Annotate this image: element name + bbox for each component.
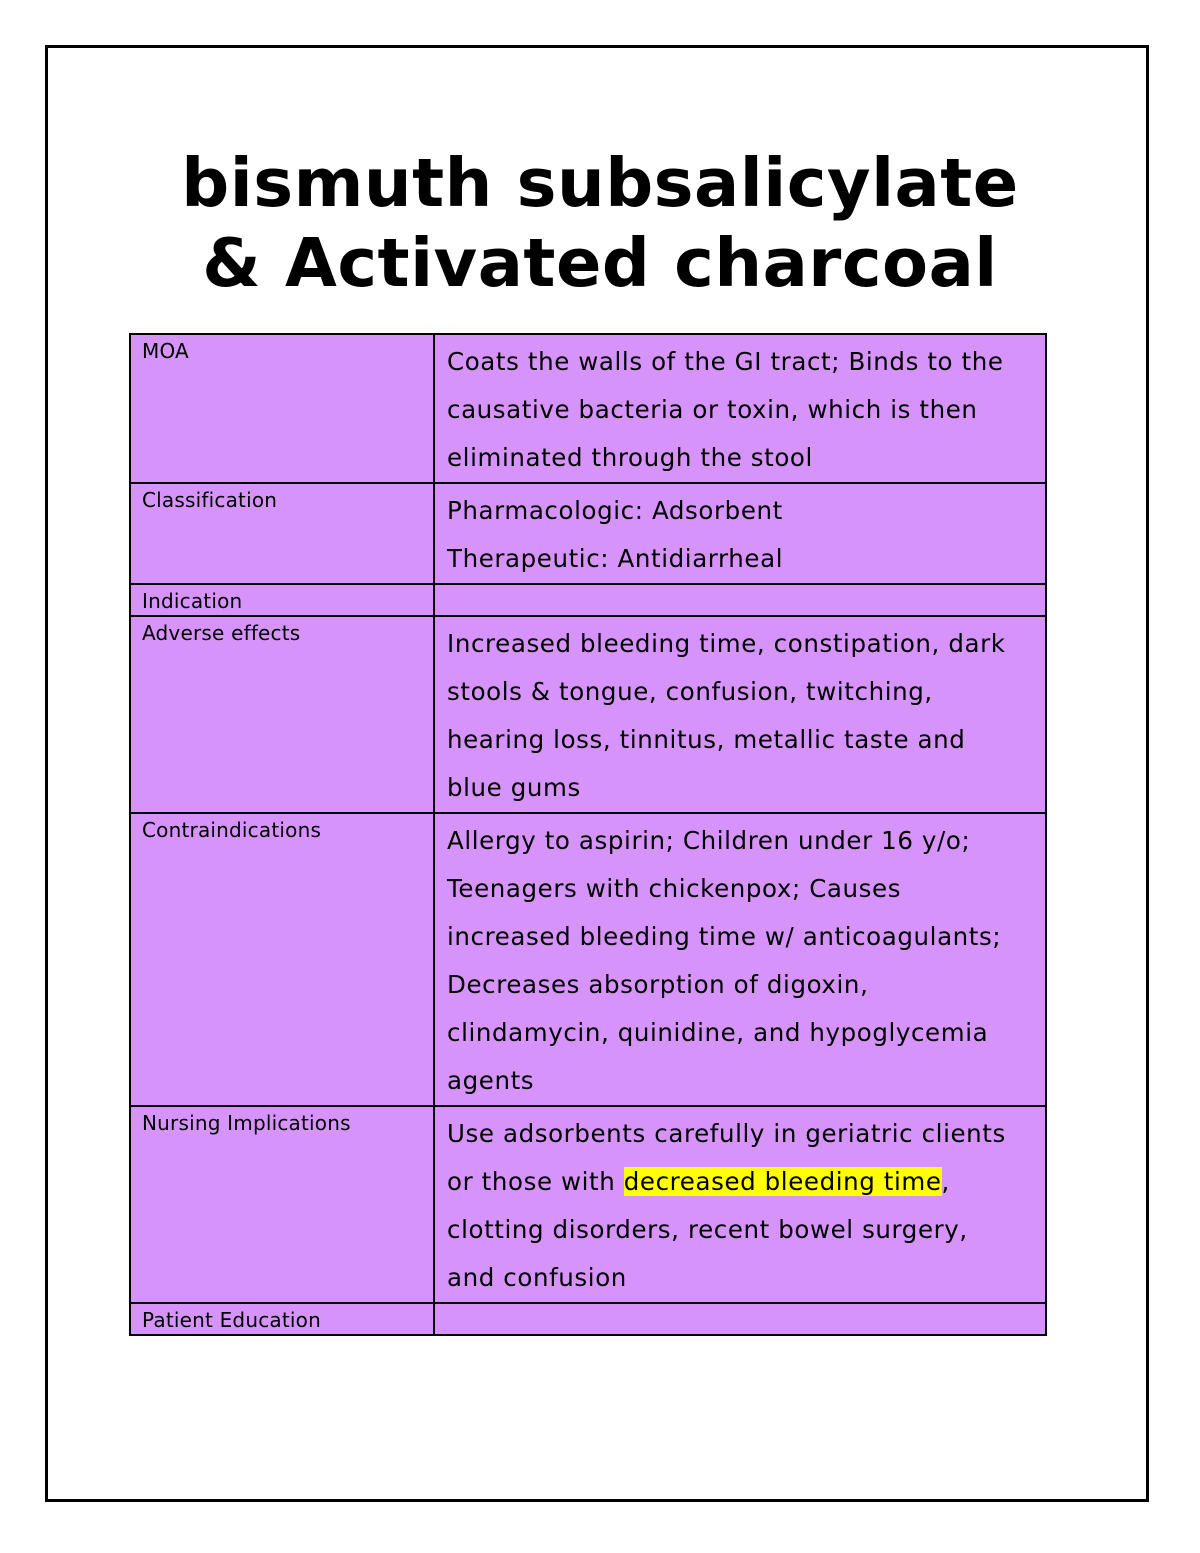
moa-value [434, 334, 1046, 483]
classification-line: Pharmacologic: Adsorbent [447, 496, 783, 525]
nursing-implications-line [447, 1158, 1035, 1206]
adverse-effects-label: Adverse effects [130, 616, 434, 813]
table-row-contraindications [130, 813, 1046, 1106]
adverse-effects-line: stools & tongue, confusion, twitching, [447, 677, 933, 706]
document-title [0, 143, 1200, 303]
title-line-1: bismuth subsalicylate [181, 144, 1019, 222]
table-row-adverse-effects [130, 616, 1046, 813]
moa-label: MOA [130, 334, 434, 483]
adverse-effects-line: Increased bleeding time, constipation, dark [447, 629, 1006, 658]
contraindications-line: Teenagers with chickenpox; Causes [447, 874, 902, 903]
indication-label: Indication [130, 584, 434, 616]
nursing-implications-line: Use adsorbents carefully in geriatric clients [447, 1119, 1006, 1148]
contraindications-line: Allergy to aspirin; Children under 16 y/o; [447, 826, 971, 855]
contraindications-label: Contraindications [130, 813, 434, 1106]
drug-info-table [129, 333, 1047, 1336]
indication-value [434, 584, 1046, 616]
moa-line: eliminated through the stool [447, 443, 813, 472]
classification-line: Therapeutic: Antidiarrheal [447, 544, 784, 573]
patient-education-label: Patient Education [130, 1303, 434, 1335]
adverse-effects-value [434, 616, 1046, 813]
contraindications-line: Decreases absorption of digoxin, [447, 970, 869, 999]
table-row-moa [130, 334, 1046, 483]
nursing-implications-label: Nursing Implications [130, 1106, 434, 1303]
classification-label: Classification [130, 483, 434, 584]
nursing-implications-text: , [941, 1167, 950, 1196]
title-line-2: & Activated charcoal [202, 224, 998, 302]
adverse-effects-line: hearing loss, tinnitus, metallic taste and [447, 725, 966, 754]
classification-value [434, 483, 1046, 584]
table-row-nursing-implications [130, 1106, 1046, 1303]
table-row-indication [130, 584, 1046, 616]
nursing-implications-line: and confusion [447, 1263, 627, 1292]
patient-education-value [434, 1303, 1046, 1335]
nursing-implications-value [434, 1106, 1046, 1303]
contraindications-value [434, 813, 1046, 1106]
contraindications-line: increased bleeding time w/ anticoagulants; [447, 922, 1002, 951]
nursing-implications-text: or those with [447, 1167, 624, 1196]
adverse-effects-line: blue gums [447, 773, 581, 802]
highlighted-text: decreased bleeding time [623, 1167, 942, 1196]
contraindications-line: clindamycin, quinidine, and hypoglycemia [447, 1018, 989, 1047]
nursing-implications-line: clotting disorders, recent bowel surgery, [447, 1215, 968, 1244]
table-row-patient-education [130, 1303, 1046, 1335]
moa-line: Coats the walls of the GI tract; Binds to the [447, 347, 1004, 376]
table-row-classification [130, 483, 1046, 584]
contraindications-line: agents [447, 1066, 535, 1095]
moa-line: causative bacteria or toxin, which is then [447, 395, 978, 424]
